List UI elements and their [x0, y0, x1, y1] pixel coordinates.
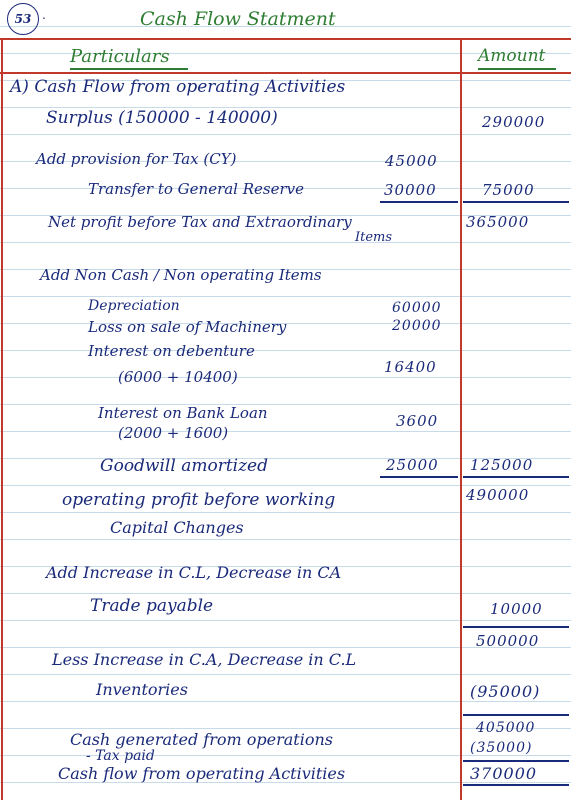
tax-paid-label: - Tax paid [86, 748, 155, 764]
interest-bank-value: 3600 [396, 412, 439, 430]
question-number-badge [7, 3, 39, 35]
add-tax-label: Add provision for Tax (CY) [36, 150, 237, 168]
amount-underline-6 [463, 784, 569, 786]
trade-payable-label: Trade payable [90, 596, 214, 616]
goodwill-label: Goodwill amortized [100, 456, 268, 476]
interest-bank-detail: (2000 + 1600) [118, 424, 229, 442]
depreciation-value: 60000 [392, 300, 442, 316]
net-profit-label: Net profit before Tax and Extraordinary [48, 213, 352, 231]
interest-deb-value: 16400 [384, 358, 437, 376]
cash-flow-op-amount: 370000 [470, 764, 538, 783]
goodwill-underline [380, 476, 458, 478]
cash-flow-op-label: Cash flow from operating Activities [58, 764, 346, 783]
left-margin-line [1, 38, 3, 800]
inventories-amount: (95000) [470, 682, 541, 701]
non-cash-heading: Add Non Cash / Non operating Items [40, 266, 322, 284]
inventories-label: Inventories [96, 680, 188, 699]
interest-deb-detail: (6000 + 10400) [118, 368, 238, 386]
add-cl-heading: Add Increase in C.L, Decrease in CA [46, 563, 342, 582]
amount-header: Amount [478, 46, 546, 66]
trade-payable-amount: 10000 [490, 600, 543, 618]
goodwill-value: 25000 [386, 456, 439, 474]
amount-underline-5 [463, 760, 569, 762]
surplus-label: Surplus (150000 - 140000) [46, 108, 278, 128]
transfer-value: 30000 [384, 181, 437, 199]
particulars-header: Particulars [70, 46, 170, 67]
cash-generated-amount: 405000 [476, 720, 536, 736]
interest-deb-label: Interest on debenture [88, 342, 255, 360]
header-bottom-rule [0, 72, 571, 74]
amount-column-divider [460, 38, 462, 800]
net-profit-amount: 365000 [466, 213, 530, 231]
question-number: 53 [14, 12, 32, 26]
badge-dot: . [42, 8, 46, 22]
surplus-amount: 290000 [482, 113, 546, 131]
op-profit-amount: 490000 [466, 486, 530, 504]
transfer-label: Transfer to General Reserve [88, 180, 305, 198]
page-title: Cash Flow Statment [140, 8, 336, 30]
loss-sale-label: Loss on sale of Machinery [88, 318, 287, 336]
less-heading: Less Increase in C.A, Decrease in C.L [52, 650, 357, 669]
amount-underline-3 [463, 626, 569, 628]
amount-underline [478, 68, 556, 70]
header-top-rule [0, 38, 571, 40]
add-tax-value: 45000 [385, 152, 438, 170]
transfer-underline [380, 201, 458, 203]
cash-generated-label: Cash generated from operations [70, 730, 333, 749]
tax-paid-amount: (35000) [470, 740, 533, 756]
subtotal-amount: 500000 [476, 632, 540, 650]
particulars-underline [70, 68, 188, 70]
transfer-amount: 75000 [482, 181, 535, 199]
goodwill-amount: 125000 [470, 456, 534, 474]
op-profit-label-2: Capital Changes [110, 518, 244, 537]
depreciation-label: Depreciation [88, 298, 180, 314]
interest-bank-label: Interest on Bank Loan [98, 404, 268, 422]
amount-underline-4 [463, 714, 569, 716]
net-profit-label-2: Items [355, 230, 393, 245]
loss-sale-value: 20000 [392, 318, 442, 334]
amount-underline-1 [463, 201, 569, 203]
op-profit-label: operating profit before working [62, 490, 336, 510]
section-a-heading: A) Cash Flow from operating Activities [10, 77, 346, 97]
amount-underline-2 [463, 476, 569, 478]
